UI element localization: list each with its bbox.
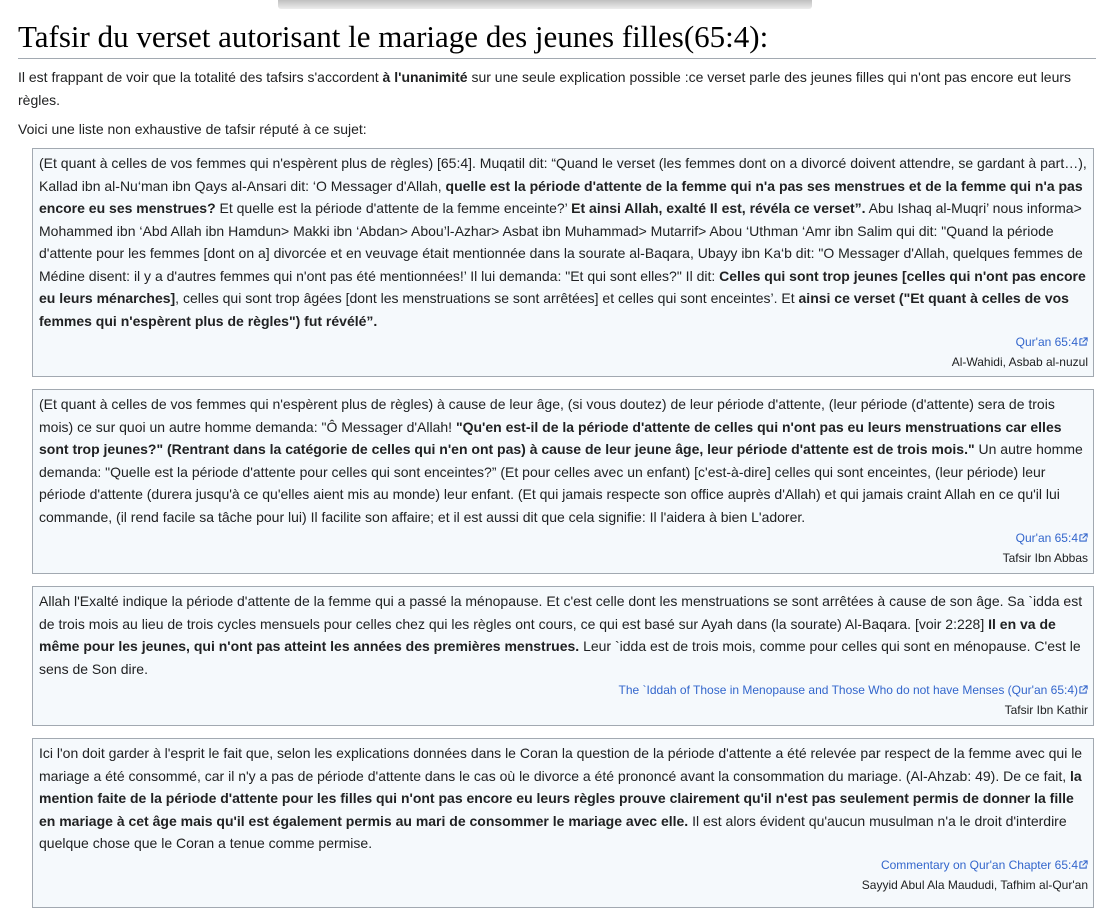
quote-emphasis: Et ainsi Allah, exalté Il est, révéla ce verset”. <box>571 200 866 216</box>
external-link-icon <box>1079 685 1088 694</box>
quote-citation <box>39 680 1088 721</box>
page-title: Tafsir du verset autorisant le mariage des jeunes filles(65:4): <box>18 19 769 54</box>
quote-emphasis: Celles qui sont trop jeunes [celles qui n'ont pas encore eu leurs ménarches] <box>39 267 1086 306</box>
quote-citation <box>39 332 1088 373</box>
quote-text <box>39 152 1088 332</box>
quote-text <box>39 742 1088 855</box>
quote-run: , celles qui sont trop âgées [dont les menstruations se sont arrêtées] et celles qui sont enceintes’. Et <box>175 290 799 306</box>
quote-emphasis: Il en va de même pour les jeunes, qui n'ont pas atteint les années des premières menstrues. <box>39 615 1056 654</box>
quote-citation <box>39 855 1088 896</box>
external-link-icon <box>1079 533 1088 542</box>
quote-text <box>39 393 1088 528</box>
citation-author: Tafsir Ibn Kathir <box>1004 703 1088 717</box>
external-link-icon <box>1079 860 1088 869</box>
quote-maududi <box>32 738 1094 908</box>
external-link-icon <box>1079 337 1088 346</box>
citation-author: Sayyid Abul Ala Maududi, Tafhim al-Qur'an <box>861 877 1088 892</box>
quote-run: Il est alors évident qu'aucun musulman n'a le droit d'interdire quelque chose que le Coran a tenue comme permise. <box>39 812 1067 851</box>
quote-run: Allah l'Exalté indique la période d'attente de la femme qui a passé la ménopause. Et c'est celle dont les menstruations se sont arrêtées à cause de son âge. Sa `idda est de trois mois au lieu de trois cycles mensuels pour celles chez qui les règles ont cours, ce qui est basé sur Ayah dans (la sourate) Al-Baqara. [voir 2:228] <box>39 593 1083 632</box>
quote-emphasis: la mention faite de la période d'attente pour les filles qui n'ont pas encore eu leurs règles prouve clairement qu'il n'est pas seulement permis de donner la fille en mariage à cet âge mais qu'il est également permis au mari de consommer le mariage avec elle. <box>39 767 1082 829</box>
citation-author: Tafsir Ibn Abbas <box>1002 551 1088 565</box>
top-toolbar-shadow <box>278 0 812 9</box>
quote-emphasis: quelle est la période d'attente de la femme qui n'a pas ses menstrues et de la femme qui n'a pas encore eu ses menstrues? <box>39 177 1083 216</box>
quote-run: Abu Ishaq al-Muqri’ nous informa> Mohammed ibn ‘Abd Allah ibn Hamdun> Makki ibn ‘Abdan> Abou’l-Azhar> Asbat ibn Muhammad> Mutarrif> Abou ‘Uthman ‘Amr ibn Salim qui dit: "Quand la période d'attente pour les femmes [dont on a] divorcée et en veuvage était mentionnée dans la sourate al-Baqara, Ubayy ibn Ka‘b dit: "O Messager d'Allah, quelques femmes de Médine disent: il y a d'autres femmes qui n'ont pas été mentionnées!’ Il lui demanda: "Et qui sont elles?" Il dit: <box>39 200 1083 284</box>
citation-link[interactable]: Qur'an 65:4 <box>1015 531 1078 545</box>
citation-link[interactable]: Commentary on Qur'an Chapter 65:4 <box>880 857 1078 872</box>
citation-author: Al-Wahidi, Asbab al-nuzul <box>951 355 1088 369</box>
quote-run: Ici l'on doit garder à l'esprit le fait que, selon les explications données dans le Coran la question de la période d'attente a été relevée par respect de la femme avec qui le mariage a été consommé, car il n'y a pas de période d'attente dans le cas où le divorce a été prononcé avant la consommation du mariage. (Al-Ahzab: 49). De ce fait, <box>39 745 1083 784</box>
quote-emphasis: "Qu'en est-il de la période d'attente de celles qui n'ont pas eu leurs menstruations car elles sont trop jeunes?" (Rentrant dans la catégorie de celles qui n'en ont pas) à cause de leur jeune âge, leur période d'attente est de trois mois." <box>39 418 1062 457</box>
quote-run: Et quelle est la période d'attente de la femme enceinte?’ <box>215 200 572 216</box>
quote-al-wahidi <box>32 148 1094 377</box>
quote-run: Un autre homme demanda: "Quelle est la période d'attente pour celles qui sont enceintes?” (Et pour celles avec un enfant) [c'est-à-dire] celles qui sont enceintes, (leur période) leur période d'attente (durera jusqu'à ce qu'elles aient mis au monde) leur enfant. (Et qui jamais respecte son office auprès d'Allah) et qui jamais craint Allah en ce qu'il lui commande, (il rend facile sa tâche pour lui) Il facilite son affaire; et il est aussi dit que cela signifie: Il l'aidera à bien L'adorer. <box>39 441 1083 525</box>
quote-run: (Et quant à celles de vos femmes qui n'espèrent plus de règles) à cause de leur âge, (si vous doutez) de leur période d'attente, (leur période (d'attente) sera de trois mois) ce sur quoi un autre homme demanda: "Ô Messager d'Allah! <box>39 396 1055 435</box>
quote-emphasis: ainsi ce verset ("Et quant à celles de vos femmes qui n'espèrent plus de règles") fut révélé”. <box>39 290 1069 329</box>
quote-citation <box>39 528 1088 569</box>
quote-ibn-abbas <box>32 389 1094 574</box>
quote-run: Leur `idda est de trois mois, comme pour celles qui sont en ménopause. C'est le sens de Son dire. <box>39 638 1081 677</box>
list-intro: Voici une liste non exhaustive de tafsir réputé à ce sujet: <box>18 121 367 137</box>
intro-emphasis: à l'unanimité <box>382 69 468 85</box>
citation-link[interactable]: The `Iddah of Those in Menopause and Those Who do not have Menses (Qur'an 65:4) <box>618 683 1078 697</box>
quote-run: (Et quant à celles de vos femmes qui n'espèrent plus de règles) [65:4]. Muqatil dit: “Quand le verset (les femmes dont on a divorcé doivent attendre, se gardant à part…), Kallad ibn al-Nu‘man ibn Qays al-Ansari dit: ‘O Messager d'Allah, <box>39 155 1087 194</box>
quote-ibn-kathir <box>32 586 1094 726</box>
heading-divider <box>18 58 1096 59</box>
intro-paragraph: Il est frappant de voir que la totalité des tafsirs s'accordent à l'unanimité sur une seule explication possible :ce verset parle des jeunes filles qui n'ont pas encore eut leurs règles. <box>18 69 1072 108</box>
citation-link[interactable]: Qur'an 65:4 <box>1015 335 1078 349</box>
quote-text <box>39 590 1088 680</box>
